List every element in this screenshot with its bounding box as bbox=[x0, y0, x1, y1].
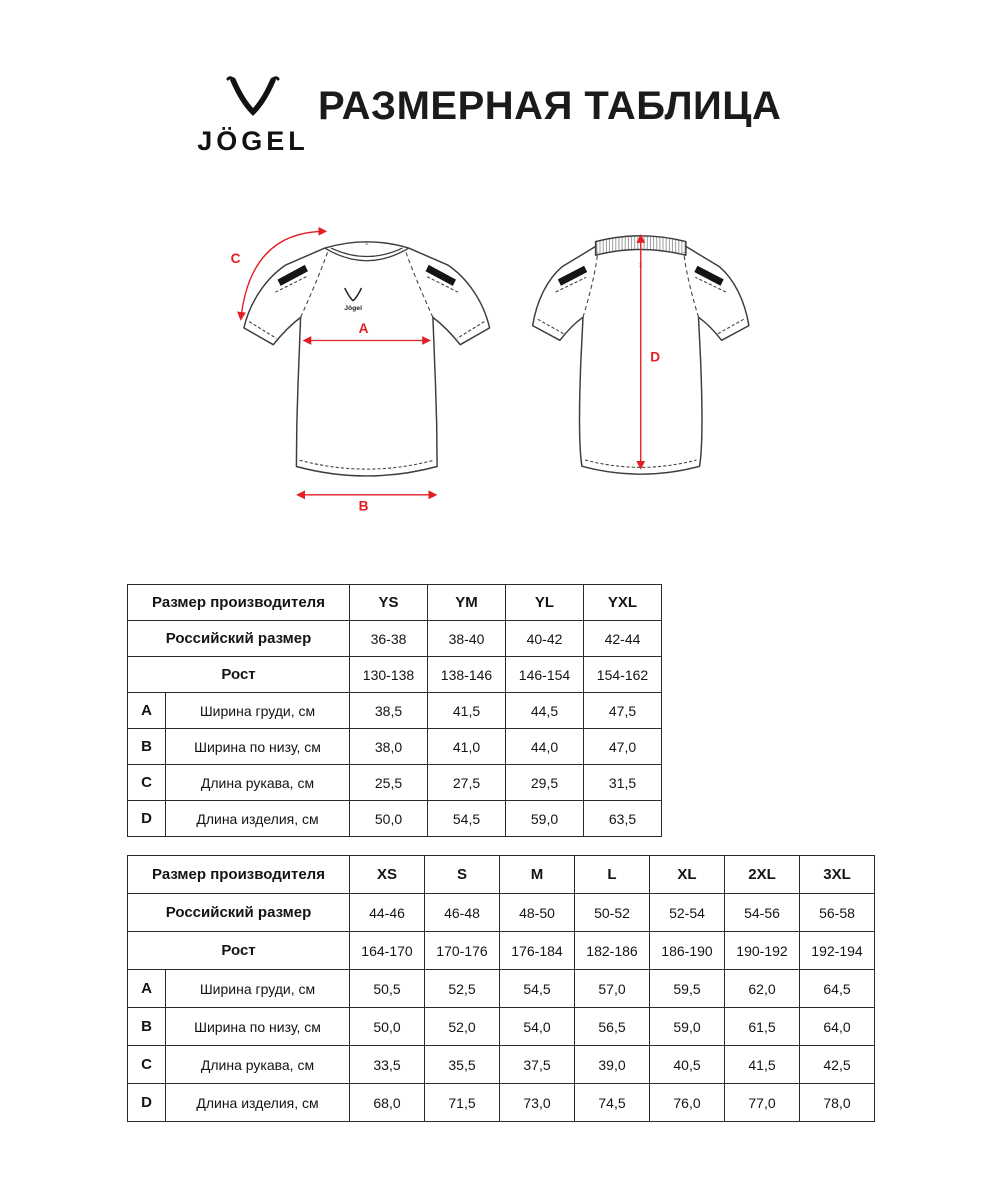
brand-wordmark: JÖGEL bbox=[197, 126, 309, 156]
value-cell: 77,0 bbox=[725, 1084, 800, 1122]
value-cell: 44,5 bbox=[506, 693, 584, 729]
value-cell: 64,5 bbox=[800, 970, 875, 1008]
value-cell: 54,5 bbox=[500, 970, 575, 1008]
measure-letter-cell: D bbox=[128, 1084, 166, 1122]
row-label-cell: Российский размер bbox=[128, 621, 350, 657]
table-row bbox=[128, 693, 662, 729]
adult-size-table bbox=[127, 855, 875, 1122]
size-header-cell: YS bbox=[350, 585, 428, 621]
row-label-cell: Длина рукава, см bbox=[166, 1046, 350, 1084]
manufacturer-label-cell: Размер производителя bbox=[128, 856, 350, 894]
brand-logo bbox=[178, 70, 328, 157]
value-cell: 50,0 bbox=[350, 801, 428, 837]
table-row bbox=[128, 765, 662, 801]
value-cell: 52-54 bbox=[650, 894, 725, 932]
measure-letter-cell: B bbox=[128, 729, 166, 765]
front-collar-mark: x bbox=[365, 239, 369, 247]
size-header-cell: 2XL bbox=[725, 856, 800, 894]
value-cell: 42-44 bbox=[584, 621, 662, 657]
value-cell: 59,0 bbox=[506, 801, 584, 837]
value-cell: 41,5 bbox=[428, 693, 506, 729]
measure-letter-cell: D bbox=[128, 801, 166, 837]
value-cell: 37,5 bbox=[500, 1046, 575, 1084]
value-cell: 35,5 bbox=[425, 1046, 500, 1084]
table-row bbox=[128, 1046, 875, 1084]
size-header-cell: M bbox=[500, 856, 575, 894]
value-cell: 38-40 bbox=[428, 621, 506, 657]
value-cell: 54,0 bbox=[500, 1008, 575, 1046]
value-cell: 190-192 bbox=[725, 932, 800, 970]
value-cell: 56-58 bbox=[800, 894, 875, 932]
value-cell: 192-194 bbox=[800, 932, 875, 970]
value-cell: 170-176 bbox=[425, 932, 500, 970]
value-cell: 41,0 bbox=[428, 729, 506, 765]
value-cell: 59,0 bbox=[650, 1008, 725, 1046]
value-cell: 63,5 bbox=[584, 801, 662, 837]
value-cell: 52,0 bbox=[425, 1008, 500, 1046]
row-label-cell: Рост bbox=[128, 657, 350, 693]
value-cell: 64,0 bbox=[800, 1008, 875, 1046]
table-row bbox=[128, 932, 875, 970]
page-title: РАЗМЕРНАЯ ТАБЛИЦА bbox=[318, 84, 782, 128]
value-cell: 38,5 bbox=[350, 693, 428, 729]
measure-d-label: D bbox=[650, 349, 661, 365]
row-label-cell: Длина изделия, см bbox=[166, 1084, 350, 1122]
value-cell: 73,0 bbox=[500, 1084, 575, 1122]
row-label-cell: Ширина груди, см bbox=[166, 970, 350, 1008]
row-label-cell: Длина изделия, см bbox=[166, 801, 350, 837]
measure-letter-cell: B bbox=[128, 1008, 166, 1046]
value-cell: 164-170 bbox=[350, 932, 425, 970]
tshirt-measurement-diagram bbox=[190, 198, 770, 543]
value-cell: 31,5 bbox=[584, 765, 662, 801]
table-row bbox=[128, 894, 875, 932]
value-cell: 44,0 bbox=[506, 729, 584, 765]
manufacturer-label-cell: Размер производителя bbox=[128, 585, 350, 621]
manufacturer-size-row bbox=[128, 585, 662, 621]
tshirt-front-view bbox=[244, 240, 490, 476]
value-cell: 40,5 bbox=[650, 1046, 725, 1084]
value-cell: 44-46 bbox=[350, 894, 425, 932]
measure-letter-cell: A bbox=[128, 693, 166, 729]
back-collar-mark: x bbox=[639, 261, 643, 269]
value-cell: 68,0 bbox=[350, 1084, 425, 1122]
value-cell: 71,5 bbox=[425, 1084, 500, 1122]
measure-letter-cell: C bbox=[128, 1046, 166, 1084]
value-cell: 56,5 bbox=[575, 1008, 650, 1046]
value-cell: 50,0 bbox=[350, 1008, 425, 1046]
row-label-cell: Ширина по низу, см bbox=[166, 729, 350, 765]
value-cell: 54-56 bbox=[725, 894, 800, 932]
value-cell: 39,0 bbox=[575, 1046, 650, 1084]
value-cell: 176-184 bbox=[500, 932, 575, 970]
value-cell: 76,0 bbox=[650, 1084, 725, 1122]
value-cell: 29,5 bbox=[506, 765, 584, 801]
size-header-cell: YM bbox=[428, 585, 506, 621]
row-label-cell: Российский размер bbox=[128, 894, 350, 932]
value-cell: 54,5 bbox=[428, 801, 506, 837]
value-cell: 74,5 bbox=[575, 1084, 650, 1122]
value-cell: 138-146 bbox=[428, 657, 506, 693]
size-header-cell: YXL bbox=[584, 585, 662, 621]
value-cell: 78,0 bbox=[800, 1084, 875, 1122]
row-label-cell: Ширина груди, см bbox=[166, 693, 350, 729]
value-cell: 47,0 bbox=[584, 729, 662, 765]
value-cell: 154-162 bbox=[584, 657, 662, 693]
value-cell: 41,5 bbox=[725, 1046, 800, 1084]
measure-a-label: A bbox=[358, 321, 369, 337]
value-cell: 62,0 bbox=[725, 970, 800, 1008]
value-cell: 50-52 bbox=[575, 894, 650, 932]
value-cell: 182-186 bbox=[575, 932, 650, 970]
measure-b-label: B bbox=[358, 498, 369, 514]
value-cell: 33,5 bbox=[350, 1046, 425, 1084]
youth-size-table bbox=[127, 584, 662, 837]
value-cell: 61,5 bbox=[725, 1008, 800, 1046]
table-row bbox=[128, 970, 875, 1008]
row-label-cell: Ширина по низу, см bbox=[166, 1008, 350, 1046]
value-cell: 48-50 bbox=[500, 894, 575, 932]
size-header-cell: XL bbox=[650, 856, 725, 894]
value-cell: 36-38 bbox=[350, 621, 428, 657]
measure-letter-cell: C bbox=[128, 765, 166, 801]
table-row bbox=[128, 729, 662, 765]
table-row bbox=[128, 657, 662, 693]
value-cell: 186-190 bbox=[650, 932, 725, 970]
table-row bbox=[128, 621, 662, 657]
value-cell: 130-138 bbox=[350, 657, 428, 693]
size-header-cell: YL bbox=[506, 585, 584, 621]
size-header-cell: 3XL bbox=[800, 856, 875, 894]
size-header-cell: XS bbox=[350, 856, 425, 894]
size-header-cell: S bbox=[425, 856, 500, 894]
value-cell: 40-42 bbox=[506, 621, 584, 657]
value-cell: 50,5 bbox=[350, 970, 425, 1008]
value-cell: 47,5 bbox=[584, 693, 662, 729]
value-cell: 25,5 bbox=[350, 765, 428, 801]
brand-logo-icon bbox=[221, 70, 285, 124]
chest-logo-text: Jögel bbox=[344, 305, 362, 313]
value-cell: 27,5 bbox=[428, 765, 506, 801]
measure-c-label: C bbox=[230, 250, 241, 266]
value-cell: 59,5 bbox=[650, 970, 725, 1008]
table-row bbox=[128, 1084, 875, 1122]
value-cell: 57,0 bbox=[575, 970, 650, 1008]
value-cell: 46-48 bbox=[425, 894, 500, 932]
size-header-cell: L bbox=[575, 856, 650, 894]
table-row bbox=[128, 1008, 875, 1046]
row-label-cell: Длина рукава, см bbox=[166, 765, 350, 801]
row-label-cell: Рост bbox=[128, 932, 350, 970]
value-cell: 42,5 bbox=[800, 1046, 875, 1084]
value-cell: 146-154 bbox=[506, 657, 584, 693]
table-row bbox=[128, 801, 662, 837]
value-cell: 38,0 bbox=[350, 729, 428, 765]
measure-letter-cell: A bbox=[128, 970, 166, 1008]
value-cell: 52,5 bbox=[425, 970, 500, 1008]
manufacturer-size-row bbox=[128, 856, 875, 894]
